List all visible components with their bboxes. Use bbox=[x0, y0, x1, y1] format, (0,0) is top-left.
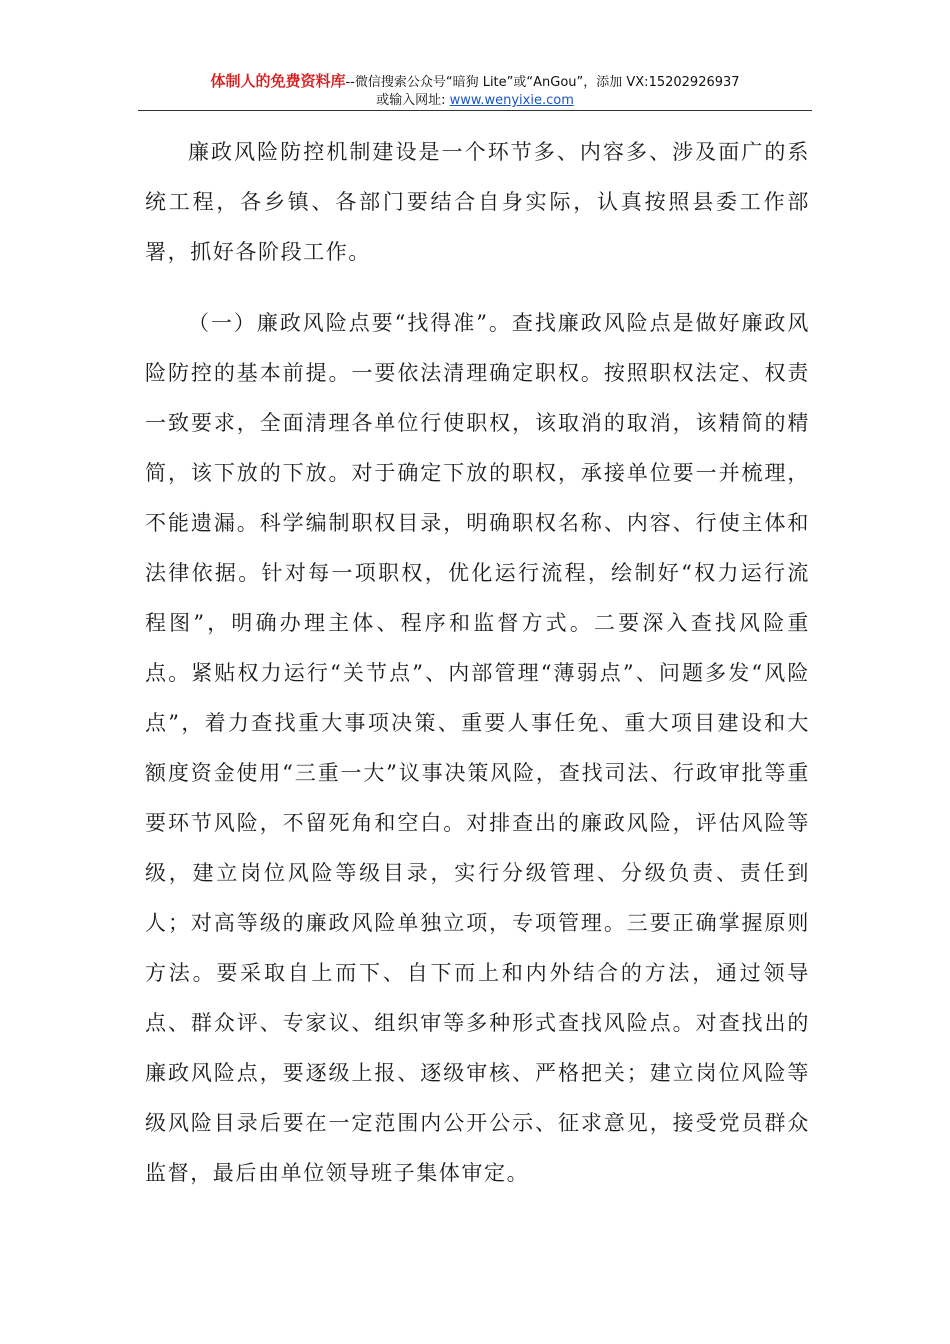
header-line-2 bbox=[138, 92, 812, 110]
page-header bbox=[138, 72, 812, 110]
header-line-1 bbox=[138, 72, 812, 92]
header-brand: 体制人的免费资料库 bbox=[210, 72, 346, 90]
header-divider bbox=[138, 110, 812, 111]
header-contact-text: --微信搜索公众号“暗狗 Lite”或“AnGou”，添加 VX:15202926937 bbox=[345, 75, 740, 90]
website-link[interactable]: www.wenyixie.com bbox=[449, 93, 574, 108]
body-paragraph-section-1: （一）廉政风险点要“找得准”。查找廉政风险点是做好廉政风险防控的基本前提。一要依法清理确定职权。按照职权法定、权责一致要求，全面清理各单位行使职权，该取消的取消，该精简的精简，该下放的下放。对于确定下放的职权，承接单位要一并梳理，不能遗漏。科学编制职权目录，明确职权名称、内容、行使主体和法律依据。针对每一项职权，优化运行流程，绘制好“权力运行流程图”，明确办理主体、程序和监督方式。二要深入查找风险重点。紧贴权力运行“关节点”、内部管理“薄弱点”、问题多发“风险点”，着力查找重大事项决策、重要人事任免、重大项目建设和大额度资金使用“三重一大”议事决策风险，查找司法、行政审批等重要环节风险，不留死角和空白。对排查出的廉政风险，评估风险等级，建立岗位风险等级目录，实行分级管理、分级负责、责任到人；对高等级的廉政风险单独立项，专项管理。三要正确掌握原则方法。要采取自上而下、自下而上和内外结合的方法，通过领导点、群众评、专家议、组织审等多种形式查找风险点。对查找出的廉政风险点，要逐级上报、逐级审核、严格把关；建立岗位风险等级风险目录后要在一定范围内公开公示、征求意见，接受党员群众监督，最后由单位领导班子集体审定。 bbox=[145, 311, 810, 1185]
body-paragraph-intro: 廉政风险防控机制建设是一个环节多、内容多、涉及面广的系统工程，各乡镇、各部门要结合自身实际，认真按照县委工作部署，抓好各阶段工作。 bbox=[145, 140, 810, 264]
header-url-prefix: 或输入网址: bbox=[376, 93, 450, 108]
